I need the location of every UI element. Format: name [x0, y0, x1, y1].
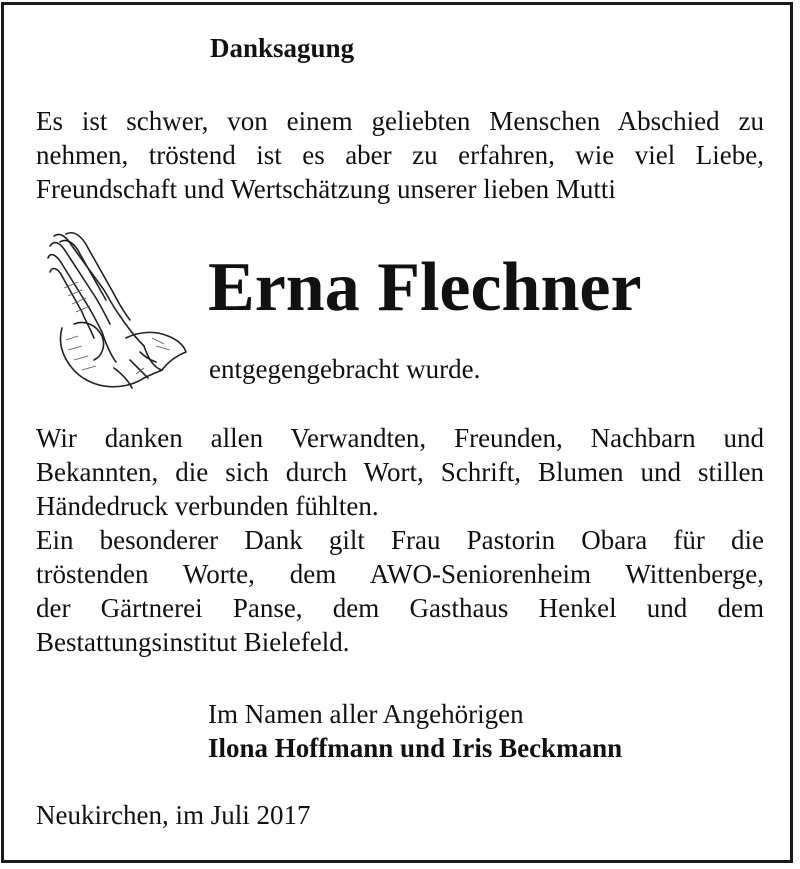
praying-hands-icon [44, 228, 188, 398]
thanks-line: Bekannten, die sich durch Wort, Schrift, Blumen und stillen [36, 457, 764, 487]
thanks-line: Händedruck verbunden fühlten. [36, 491, 379, 521]
notice-title: Danksagung [210, 33, 355, 63]
thanks-line: Wir danken allen Verwandten, Freunden, Nachbarn und [36, 423, 764, 453]
signature-label: Im Namen aller Angehörigen [208, 699, 524, 729]
intro-paragraph [36, 104, 764, 206]
deceased-name: Erna Flechner [208, 249, 642, 326]
intro-line: Freundschaft und Wertschätzung unserer lieben Mutti [36, 174, 616, 204]
place-date: Neukirchen, im Juli 2017 [36, 800, 311, 830]
thanks-line: Bestattungsinstitut Bielefeld. [36, 627, 350, 657]
intro-line: nehmen, tröstend ist es aber zu erfahren, wie viel Liebe, [36, 140, 764, 170]
signature-names: Ilona Hoffmann und Iris Beckmann [208, 733, 623, 763]
intro-suffix: entgegengebracht wurde. [209, 354, 481, 384]
thanks-line: Ein besonderer Dank gilt Frau Pastorin Obara für die [36, 525, 764, 555]
thanks-paragraph [36, 421, 764, 659]
thanks-line: tröstenden Worte, dem AWO-Seniorenheim Wittenberge, [36, 559, 764, 589]
thanks-line: der Gärtnerei Panse, dem Gasthaus Henkel und dem [36, 593, 764, 623]
intro-line: Es ist schwer, von einem geliebten Menschen Abschied zu [36, 106, 764, 136]
